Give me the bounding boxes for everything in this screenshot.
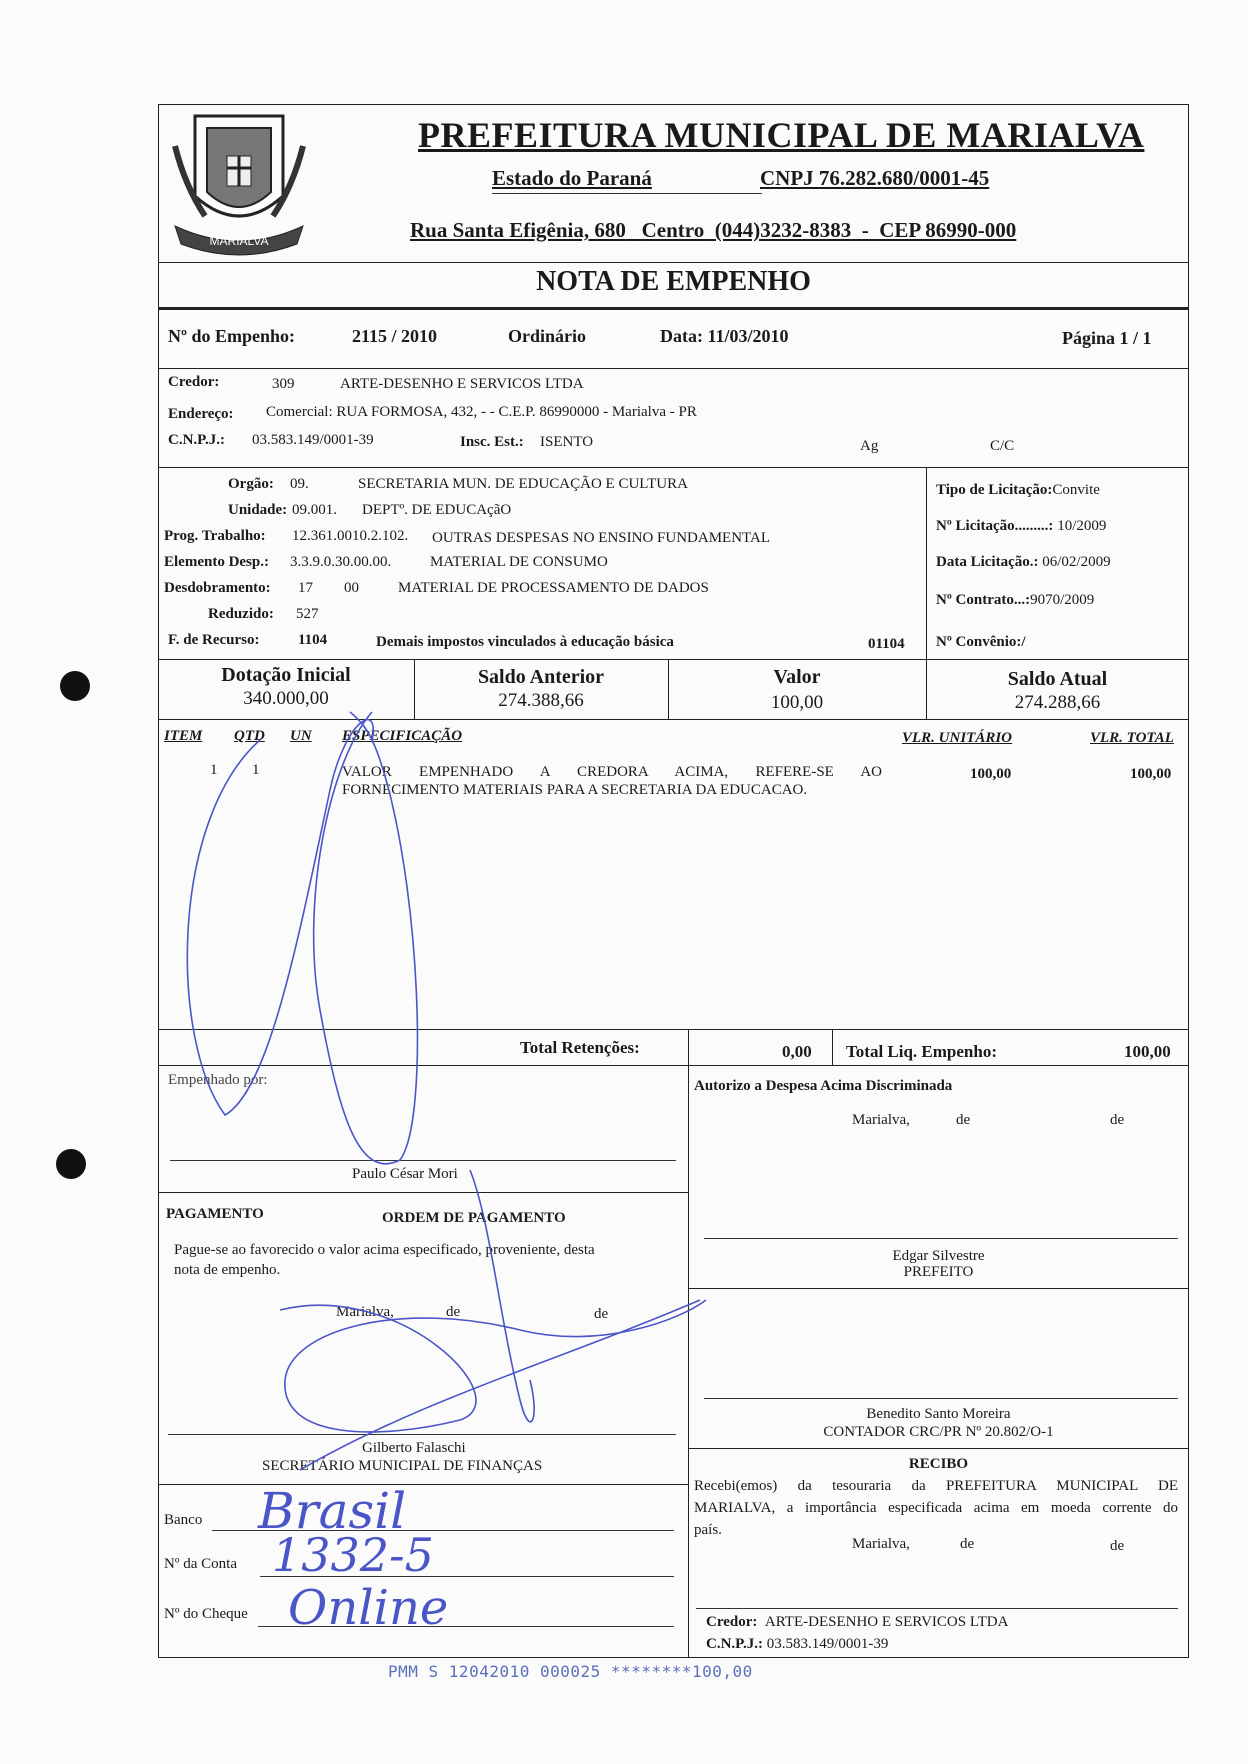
empenho-number-label: Nº do Empenho: [168,326,295,346]
recibo-cnpj-value: 03.583.149/0001-39 [766,1636,889,1652]
contador-name: Benedito Santo Moreira [866,1406,1011,1422]
credor-label: Credor: [168,374,220,390]
recibo-line2: MARIALVA, a importância especificada acima em moeda corrente do [694,1500,1178,1516]
recibo-de1: de [960,1536,975,1552]
col-unit: VLR. UNITÁRIO [902,730,1013,746]
recibo-city: Marialva, [852,1536,910,1552]
district: Centro [641,218,705,242]
saldo-atual-label: Saldo Atual [1007,668,1108,690]
pague-line2: nota de empenho. [174,1262,281,1278]
unidade-name: DEPTº. DE EDUCAçãO [362,502,512,518]
address-separator: - [861,218,869,242]
saldo-anterior-label: Saldo Anterior [477,666,605,688]
credor-name: ARTE-DESENHO E SERVICOS LTDA [340,376,584,392]
municipality-title: PREFEITURA MUNICIPAL DE MARIALVA [418,115,1145,155]
address-label: Endereço: [168,406,234,422]
page-number: Página 1 / 1 [1062,328,1152,348]
col-un: UN [290,728,312,744]
header-cnpj: CNPJ 76.282.680/0001-45 [760,166,990,190]
dotacao-value: 340.000,00 [243,688,329,709]
recibo-line3: país. [694,1522,722,1538]
prefeito-name: Edgar Silvestre [892,1248,985,1264]
col-total: VLR. TOTAL [1090,730,1174,746]
dotacao-label: Dotação Inicial [221,664,351,686]
left-de2: de [594,1306,609,1322]
valor-value: 100,00 [770,692,824,713]
pague-line1: Pague-se ao favorecido o valor acima especificado, proveniente, desta [174,1242,595,1258]
recurso-name: Demais impostos vinculados à educação básica [376,634,674,650]
elem-label: Elemento Desp.: [164,554,269,570]
insc-label: Insc. Est.: [460,434,524,450]
liq-value: 100,00 [1124,1042,1171,1061]
tipo-label: Tipo de Licitação: [936,482,1053,498]
empenhado-label: Empenhado por: [168,1072,268,1088]
desdob-a: 17 [298,580,313,596]
saldo-atual-value: 274.288,66 [1014,692,1101,713]
retencoes-value: 0,00 [782,1042,812,1061]
credor-cnpj: 03.583.149/0001-39 [252,432,374,448]
desdob-b: 00 [344,580,359,596]
row-spec-line1: VALOR EMPENHADO A CREDORA ACIMA, REFERE-SE AO [342,764,882,780]
retencoes-label: Total Retenções: [520,1038,640,1057]
ag-label: Ag [860,438,879,454]
liq-label: Total Liq. Empenho: [846,1042,997,1061]
col-spec: ESPECIFICAÇÃO [342,728,463,744]
prog-code: 12.361.0010.2.102. [292,528,409,544]
contador-title: CONTADOR CRC/PR Nº 20.802/O-1 [823,1424,1054,1440]
conta-handwriting: 1332-5 [272,1528,434,1582]
row-qtd: 1 [252,762,260,778]
recibo-line1: Recebi(emos) da tesouraria da PREFEITURA MUNICIPAL DE [694,1478,1178,1494]
ordem-label: ORDEM DE PAGAMENTO [382,1210,566,1226]
empenho-date: Data: 11/03/2010 [660,326,789,346]
elem-code: 3.3.9.0.30.00.00. [290,554,392,570]
unidade-label: Unidade: [228,502,288,518]
contrato-label: Nº Contrato...: [936,592,1031,608]
row-spec-line2: FORNECIMENTO MATERIAIS PARA A SECRETARIA DA EDUCACAO. [342,782,808,798]
num-value: 10/2009 [1057,518,1107,534]
empenhado-name: Paulo César Mori [352,1166,458,1182]
right-de1: de [956,1112,971,1128]
state-name: Estado do Paraná [492,166,652,190]
svg-text:MARIALVA: MARIALVA [209,234,269,248]
fin-title: SECRETÁRIO MUNICIPAL DE FINANÇAS [262,1458,543,1474]
num-label: Nº Licitação.........: [936,518,1054,534]
data-value: 06/02/2009 [1042,554,1111,570]
recurso-code: 1104 [298,632,328,648]
row-unit: 100,00 [970,766,1012,782]
left-de1: de [446,1304,461,1320]
desdob-name: MATERIAL DE PROCESSAMENTO DE DADOS [398,580,709,596]
cc-label: C/C [990,438,1015,454]
col-qtd: QTD [234,728,265,744]
insc-value: ISENTO [540,434,594,450]
reduzido-label: Reduzido: [208,606,274,622]
credor-address: Comercial: RUA FORMOSA, 432, - - C.E.P. 86990000 - Marialva - PR [266,404,697,420]
recibo-credor-name: ARTE-DESENHO E SERVICOS LTDA [764,1614,1009,1630]
orgao-label: Orgão: [228,476,274,492]
prefeito-title: PREFEITO [903,1264,974,1280]
banco-handwriting: Brasil [258,1482,407,1540]
tipo-value: Convite [1052,482,1100,498]
recibo-title: RECIBO [908,1456,969,1472]
credor-code: 309 [272,376,295,392]
empenho-type: Ordinário [508,326,587,346]
recibo-credor-label: Credor: [706,1614,758,1630]
banco-label: Banco [164,1512,203,1528]
row-item: 1 [210,762,218,778]
col-item: ITEM [164,728,203,744]
fin-name: Gilberto Falaschi [362,1440,466,1456]
conta-label: Nº da Conta [164,1556,237,1572]
orgao-name: SECRETARIA MUN. DE EDUCAÇÃO E CULTURA [358,476,688,492]
cep: CEP 86990-000 [879,218,1017,242]
recibo-de2: de [1110,1538,1125,1554]
document-title: NOTA DE EMPENHO [536,266,811,297]
orgao-code: 09. [290,476,309,492]
phone: (044)3232-8383 [714,218,852,242]
elem-name: MATERIAL DE CONSUMO [430,554,608,570]
recurso-code2: 01104 [868,636,905,652]
cheque-handwriting: Online [288,1580,449,1636]
autorizo-text: Autorizo a Despesa Acima Discriminada [694,1078,953,1094]
prog-name: OUTRAS DESPESAS NO ENSINO FUNDAMENTAL [432,530,770,546]
left-city: Marialva, [336,1304,394,1320]
right-city: Marialva, [852,1112,910,1128]
valor-label: Valor [773,666,821,688]
cnpj-label: C.N.P.J.: [168,432,225,448]
pagamento-label: PAGAMENTO [166,1206,264,1222]
data-label: Data Licitação.: [936,554,1039,570]
row-total: 100,00 [1130,766,1172,782]
recurso-label: F. de Recurso: [168,632,260,648]
reduzido-value: 527 [296,606,319,622]
contrato-value: 9070/2009 [1030,592,1095,608]
payment-stamp: PMM S 12042010 000025 ********100,00 [388,1662,753,1681]
saldo-anterior-value: 274.388,66 [498,690,584,711]
street: Rua Santa Efigênia, 680 [410,218,626,242]
prog-label: Prog. Trabalho: [164,528,266,544]
cheque-label: Nº do Cheque [164,1606,248,1622]
convenio-label: Nº Convênio:/ [936,634,1026,650]
desdob-label: Desdobramento: [164,580,271,596]
unidade-code: 09.001. [292,502,337,518]
right-de2: de [1110,1112,1125,1128]
empenho-number: 2115 / 2010 [352,326,438,346]
recibo-cnpj-label: C.N.P.J.: [706,1636,763,1652]
